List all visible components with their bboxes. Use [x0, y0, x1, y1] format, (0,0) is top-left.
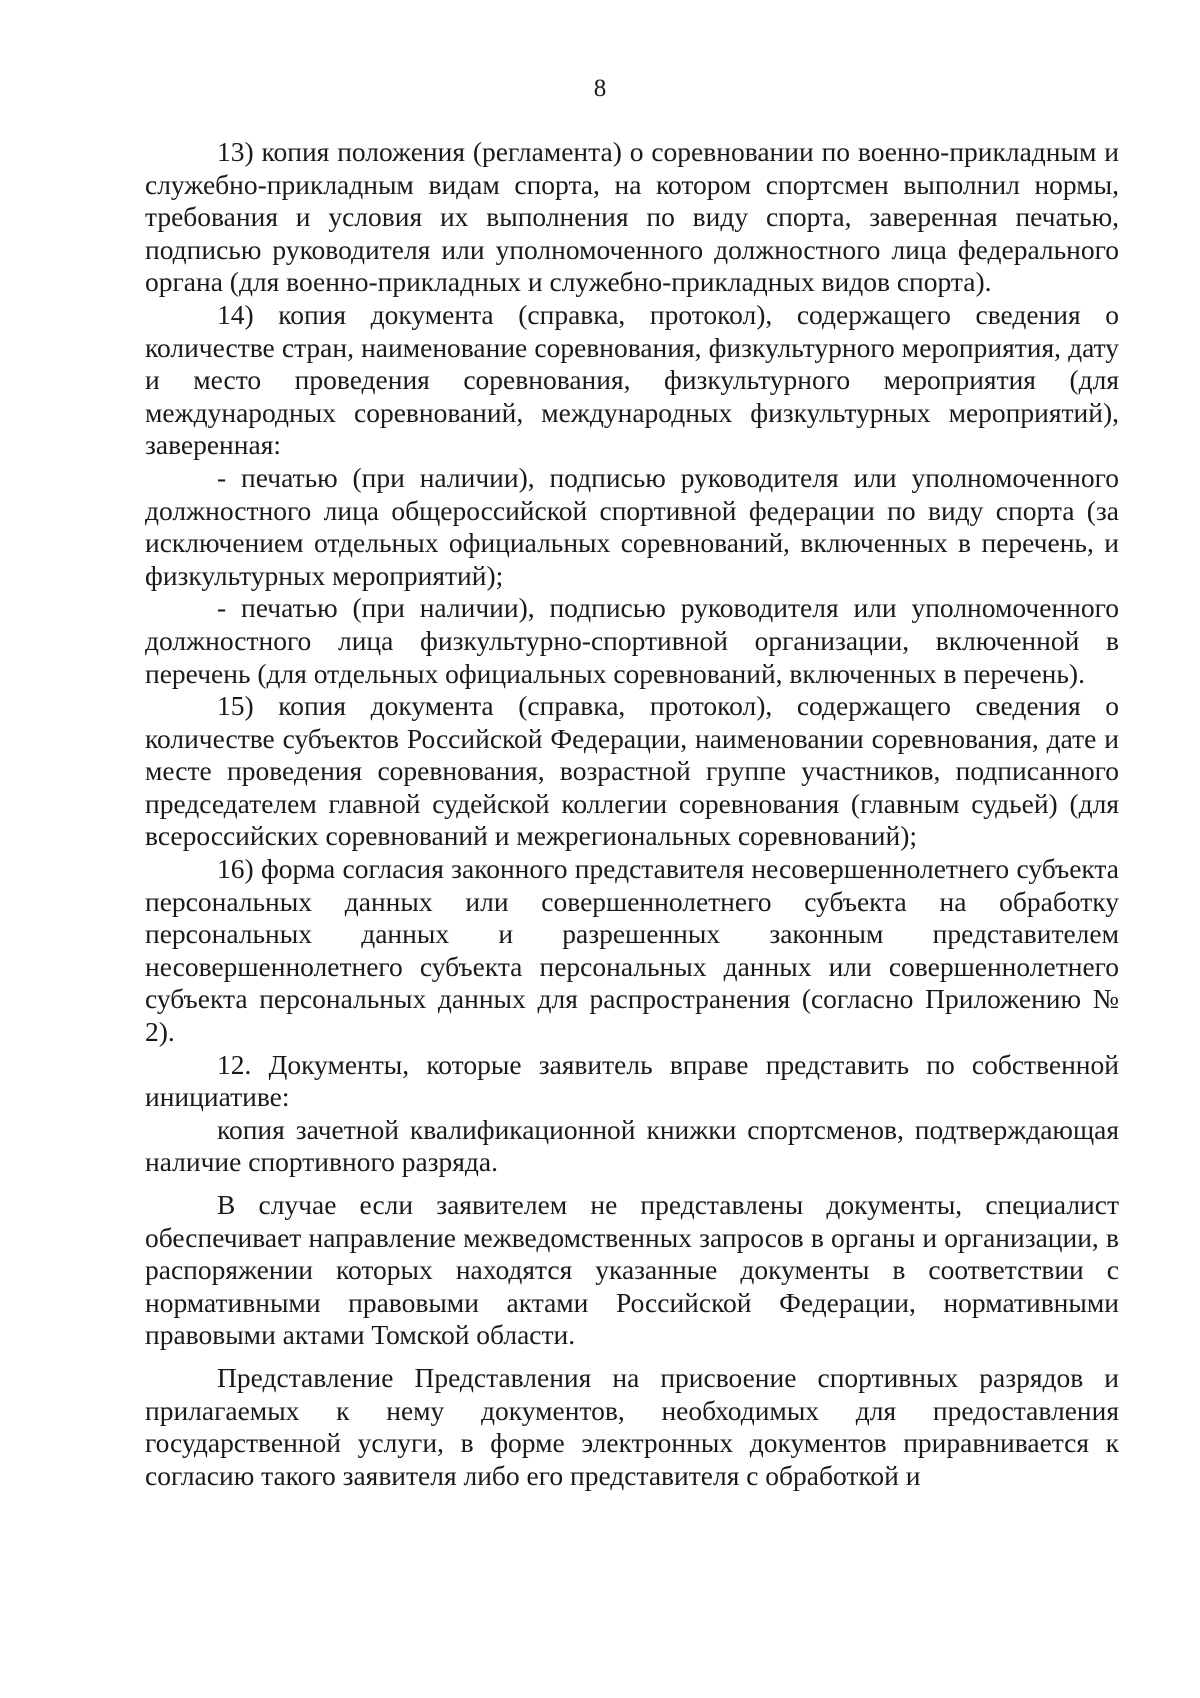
paragraph-section-12: 12. Документы, которые заявитель вправе представить по собственной инициативе:	[145, 1048, 1119, 1113]
paragraph-item-13: 13) копия положения (регламента) о соревновании по военно-прикладным и служебно-прикладным видам спорта, на котором спортсмен выполнил нормы, требования и условия их выполнения по виду спорта, заверенная печатью, подписью руководителя или уполномоченного должностного лица федерального органа (для военно-прикладных и служебно-прикладных видов спорта).	[145, 136, 1119, 298]
paragraph-item-14: 14) копия документа (справка, протокол), содержащего сведения о количестве стран, наименование соревнования, физкультурного мероприятия, дату и место проведения соревнования, физкультурного мероприятия (для международных соревнований, международных физкультурных мероприятий), заверенная:	[145, 298, 1119, 461]
paragraph-interagency-requests: В случае если заявителем не представлены документы, специалист обеспечивает направление межведомственных запросов в органы и организации, в распоряжении которых находятся указанные документы в соответствии с нормативными правовыми актами Российской Федерации, нормативными правовыми актами Томской области.	[145, 1189, 1119, 1351]
document-body	[145, 136, 1119, 1492]
paragraph-credit-book: копия зачетной квалификационной книжки спортсменов, подтверждающая наличие спортивного разряда.	[145, 1113, 1119, 1178]
page-number: 8	[593, 75, 607, 102]
paragraph-item-15: 15) копия документа (справка, протокол), содержащего сведения о количестве субъектов Российской Федерации, наименовании соревнования, дате и месте проведения соревнования, возрастной группе участников, подписанного председателем главной судейской коллегии соревнования (главным судьей) (для всероссийских соревнований и межрегиональных соревнований);	[145, 690, 1119, 852]
paragraph-electronic-submission: Представление Представления на присвоение спортивных разрядов и прилагаемых к нему документов, необходимых для предоставления государственной услуги, в форме электронных документов приравнивается к согласию такого заявителя либо его представителя с обработкой и	[145, 1361, 1119, 1491]
paragraph-item-16: 16) форма согласия законного представителя несовершеннолетнего субъекта персональных данных или совершеннолетнего субъекта на обработку персональных данных и разрешенных законным представителем несовершеннолетнего субъекта персональных данных или совершеннолетнего субъекта персональных данных для распространения (согласно Приложению № 2).	[145, 853, 1119, 1048]
paragraph-bullet-2: - печатью (при наличии), подписью руководителя или уполномоченного должностного лица физкультурно-спортивной организации, включенной в перечень (для отдельных официальных соревнований, включенных в перечень).	[145, 592, 1119, 689]
paragraph-bullet-1: - печатью (при наличии), подписью руководителя или уполномоченного должностного лица общероссийской спортивной федерации по виду спорта (за исключением отдельных официальных соревнований, включенных в перечень, и физкультурных мероприятий);	[145, 461, 1119, 591]
